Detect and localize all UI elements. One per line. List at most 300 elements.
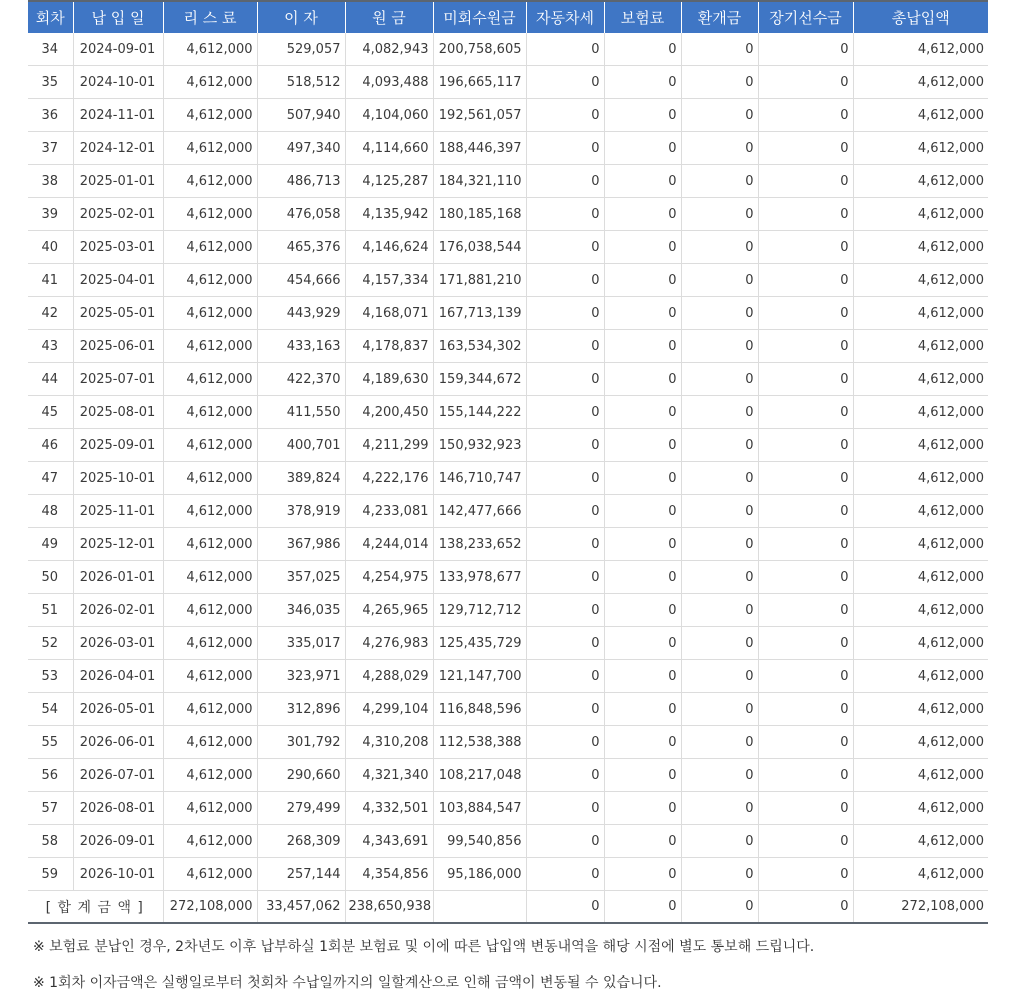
- cell-total-payment: 4,612,000: [853, 858, 988, 891]
- cell-insurance: 0: [604, 132, 681, 165]
- cell-car-tax: 0: [526, 165, 604, 198]
- table-row: [28, 363, 988, 396]
- cell-insurance: 0: [604, 165, 681, 198]
- cell-long-term-advance: 0: [758, 495, 853, 528]
- cell-interest: 400,701: [257, 429, 345, 462]
- cell-long-term-advance: 0: [758, 858, 853, 891]
- total-principal: 238,650,938: [345, 891, 433, 924]
- header-exchange-fund: 환개금: [681, 1, 758, 33]
- cell-long-term-advance: 0: [758, 759, 853, 792]
- cell-insurance: 0: [604, 627, 681, 660]
- cell-car-tax: 0: [526, 198, 604, 231]
- table-row: [28, 726, 988, 759]
- cell-lease-fee: 4,612,000: [163, 495, 257, 528]
- header-interest: 이 자: [257, 1, 345, 33]
- cell-total-payment: 4,612,000: [853, 561, 988, 594]
- cell-total-payment: 4,612,000: [853, 297, 988, 330]
- cell-total-payment: 4,612,000: [853, 99, 988, 132]
- cell-payment-date: 2025-11-01: [73, 495, 163, 528]
- cell-total-payment: 4,612,000: [853, 198, 988, 231]
- table-row: [28, 594, 988, 627]
- cell-lease-fee: 4,612,000: [163, 264, 257, 297]
- table-row: [28, 528, 988, 561]
- cell-lease-fee: 4,612,000: [163, 594, 257, 627]
- cell-round: 40: [28, 231, 73, 264]
- cell-long-term-advance: 0: [758, 429, 853, 462]
- cell-interest: 357,025: [257, 561, 345, 594]
- cell-total-payment: 4,612,000: [853, 132, 988, 165]
- cell-outstanding-principal: 95,186,000: [433, 858, 526, 891]
- cell-car-tax: 0: [526, 627, 604, 660]
- header-total-payment: 총납입액: [853, 1, 988, 33]
- cell-payment-date: 2025-07-01: [73, 363, 163, 396]
- cell-round: 41: [28, 264, 73, 297]
- cell-interest: 378,919: [257, 495, 345, 528]
- interest-note: ※ 1회차 이자금액은 실행일로부터 첫회차 수납일까지의 일할계산으로 인해 금액이 변동될 수 있습니다.: [33, 975, 662, 991]
- cell-long-term-advance: 0: [758, 561, 853, 594]
- cell-insurance: 0: [604, 231, 681, 264]
- cell-long-term-advance: 0: [758, 165, 853, 198]
- cell-car-tax: 0: [526, 726, 604, 759]
- cell-outstanding-principal: 188,446,397: [433, 132, 526, 165]
- cell-car-tax: 0: [526, 33, 604, 66]
- cell-principal: 4,114,660: [345, 132, 433, 165]
- cell-total-payment: 4,612,000: [853, 231, 988, 264]
- cell-insurance: 0: [604, 792, 681, 825]
- total-car-tax: 0: [526, 891, 604, 924]
- cell-insurance: 0: [604, 198, 681, 231]
- cell-interest: 486,713: [257, 165, 345, 198]
- cell-long-term-advance: 0: [758, 462, 853, 495]
- cell-exchange-fund: 0: [681, 99, 758, 132]
- cell-total-payment: 4,612,000: [853, 330, 988, 363]
- cell-round: 43: [28, 330, 73, 363]
- cell-round: 34: [28, 33, 73, 66]
- cell-total-payment: 4,612,000: [853, 693, 988, 726]
- cell-total-payment: 4,612,000: [853, 495, 988, 528]
- cell-lease-fee: 4,612,000: [163, 858, 257, 891]
- lease-payment-schedule-table: [28, 0, 988, 924]
- cell-car-tax: 0: [526, 231, 604, 264]
- cell-exchange-fund: 0: [681, 693, 758, 726]
- cell-insurance: 0: [604, 759, 681, 792]
- cell-interest: 279,499: [257, 792, 345, 825]
- cell-total-payment: 4,612,000: [853, 627, 988, 660]
- cell-exchange-fund: 0: [681, 528, 758, 561]
- cell-principal: 4,157,334: [345, 264, 433, 297]
- cell-lease-fee: 4,612,000: [163, 627, 257, 660]
- cell-car-tax: 0: [526, 594, 604, 627]
- cell-long-term-advance: 0: [758, 693, 853, 726]
- table-row: [28, 330, 988, 363]
- cell-car-tax: 0: [526, 363, 604, 396]
- cell-exchange-fund: 0: [681, 792, 758, 825]
- cell-car-tax: 0: [526, 561, 604, 594]
- cell-car-tax: 0: [526, 66, 604, 99]
- cell-payment-date: 2025-06-01: [73, 330, 163, 363]
- table-row: [28, 462, 988, 495]
- cell-long-term-advance: 0: [758, 363, 853, 396]
- cell-principal: 4,146,624: [345, 231, 433, 264]
- cell-long-term-advance: 0: [758, 396, 853, 429]
- cell-round: 58: [28, 825, 73, 858]
- cell-exchange-fund: 0: [681, 726, 758, 759]
- cell-car-tax: 0: [526, 99, 604, 132]
- cell-principal: 4,244,014: [345, 528, 433, 561]
- cell-round: 48: [28, 495, 73, 528]
- cell-principal: 4,189,630: [345, 363, 433, 396]
- cell-car-tax: 0: [526, 825, 604, 858]
- cell-lease-fee: 4,612,000: [163, 330, 257, 363]
- cell-interest: 433,163: [257, 330, 345, 363]
- cell-total-payment: 4,612,000: [853, 792, 988, 825]
- cell-lease-fee: 4,612,000: [163, 759, 257, 792]
- cell-outstanding-principal: 200,758,605: [433, 33, 526, 66]
- total-lease-fee: 272,108,000: [163, 891, 257, 924]
- table-row: [28, 198, 988, 231]
- cell-round: 55: [28, 726, 73, 759]
- cell-interest: 268,309: [257, 825, 345, 858]
- cell-principal: 4,135,942: [345, 198, 433, 231]
- cell-insurance: 0: [604, 495, 681, 528]
- cell-round: 57: [28, 792, 73, 825]
- cell-insurance: 0: [604, 429, 681, 462]
- cell-car-tax: 0: [526, 396, 604, 429]
- table-row: [28, 495, 988, 528]
- cell-payment-date: 2026-08-01: [73, 792, 163, 825]
- table-row: [28, 693, 988, 726]
- cell-interest: 367,986: [257, 528, 345, 561]
- cell-exchange-fund: 0: [681, 858, 758, 891]
- cell-principal: 4,332,501: [345, 792, 433, 825]
- cell-car-tax: 0: [526, 297, 604, 330]
- cell-round: 36: [28, 99, 73, 132]
- table-row: [28, 33, 988, 66]
- cell-round: 53: [28, 660, 73, 693]
- insurance-note: ※ 보험료 분납인 경우, 2차년도 이후 납부하실 1회분 보험료 및 이에 따른 납입액 변동내역을 해당 시점에 별도 통보해 드립니다.: [33, 939, 815, 955]
- cell-payment-date: 2025-10-01: [73, 462, 163, 495]
- cell-exchange-fund: 0: [681, 363, 758, 396]
- cell-total-payment: 4,612,000: [853, 396, 988, 429]
- cell-car-tax: 0: [526, 528, 604, 561]
- cell-outstanding-principal: 176,038,544: [433, 231, 526, 264]
- cell-insurance: 0: [604, 462, 681, 495]
- cell-payment-date: 2026-07-01: [73, 759, 163, 792]
- cell-car-tax: 0: [526, 660, 604, 693]
- table-row: [28, 792, 988, 825]
- cell-total-payment: 4,612,000: [853, 594, 988, 627]
- cell-long-term-advance: 0: [758, 594, 853, 627]
- cell-lease-fee: 4,612,000: [163, 198, 257, 231]
- cell-principal: 4,093,488: [345, 66, 433, 99]
- cell-principal: 4,310,208: [345, 726, 433, 759]
- cell-long-term-advance: 0: [758, 132, 853, 165]
- table-row: [28, 66, 988, 99]
- cell-insurance: 0: [604, 396, 681, 429]
- cell-total-payment: 4,612,000: [853, 528, 988, 561]
- cell-outstanding-principal: 192,561,057: [433, 99, 526, 132]
- cell-principal: 4,254,975: [345, 561, 433, 594]
- cell-principal: 4,321,340: [345, 759, 433, 792]
- cell-outstanding-principal: 150,932,923: [433, 429, 526, 462]
- cell-interest: 312,896: [257, 693, 345, 726]
- cell-principal: 4,288,029: [345, 660, 433, 693]
- cell-insurance: 0: [604, 330, 681, 363]
- cell-round: 44: [28, 363, 73, 396]
- cell-payment-date: 2026-09-01: [73, 825, 163, 858]
- cell-interest: 346,035: [257, 594, 345, 627]
- header-payment-date: 납 입 일: [73, 1, 163, 33]
- total-row: [28, 891, 988, 924]
- cell-outstanding-principal: 116,848,596: [433, 693, 526, 726]
- cell-interest: 301,792: [257, 726, 345, 759]
- table-header-row: [28, 1, 988, 33]
- cell-long-term-advance: 0: [758, 627, 853, 660]
- table-row: [28, 132, 988, 165]
- cell-lease-fee: 4,612,000: [163, 825, 257, 858]
- cell-round: 35: [28, 66, 73, 99]
- cell-car-tax: 0: [526, 330, 604, 363]
- cell-outstanding-principal: 129,712,712: [433, 594, 526, 627]
- cell-interest: 411,550: [257, 396, 345, 429]
- cell-payment-date: 2026-06-01: [73, 726, 163, 759]
- total-total-payment: 272,108,000: [853, 891, 988, 924]
- cell-interest: 507,940: [257, 99, 345, 132]
- cell-principal: 4,082,943: [345, 33, 433, 66]
- cell-outstanding-principal: 196,665,117: [433, 66, 526, 99]
- cell-insurance: 0: [604, 33, 681, 66]
- cell-principal: 4,125,287: [345, 165, 433, 198]
- cell-long-term-advance: 0: [758, 660, 853, 693]
- cell-total-payment: 4,612,000: [853, 429, 988, 462]
- cell-long-term-advance: 0: [758, 231, 853, 264]
- cell-lease-fee: 4,612,000: [163, 528, 257, 561]
- cell-outstanding-principal: 155,144,222: [433, 396, 526, 429]
- table-row: [28, 627, 988, 660]
- table-row: [28, 429, 988, 462]
- cell-round: 59: [28, 858, 73, 891]
- cell-interest: 454,666: [257, 264, 345, 297]
- cell-long-term-advance: 0: [758, 528, 853, 561]
- cell-lease-fee: 4,612,000: [163, 429, 257, 462]
- cell-total-payment: 4,612,000: [853, 264, 988, 297]
- cell-interest: 476,058: [257, 198, 345, 231]
- cell-payment-date: 2025-09-01: [73, 429, 163, 462]
- cell-payment-date: 2026-02-01: [73, 594, 163, 627]
- cell-interest: 443,929: [257, 297, 345, 330]
- header-outstanding-principal: 미회수원금: [433, 1, 526, 33]
- header-lease-fee: 리 스 료: [163, 1, 257, 33]
- cell-round: 50: [28, 561, 73, 594]
- cell-principal: 4,354,856: [345, 858, 433, 891]
- cell-principal: 4,299,104: [345, 693, 433, 726]
- cell-principal: 4,343,691: [345, 825, 433, 858]
- cell-outstanding-principal: 112,538,388: [433, 726, 526, 759]
- cell-insurance: 0: [604, 528, 681, 561]
- cell-payment-date: 2025-01-01: [73, 165, 163, 198]
- cell-payment-date: 2025-05-01: [73, 297, 163, 330]
- header-principal: 원 금: [345, 1, 433, 33]
- cell-principal: 4,200,450: [345, 396, 433, 429]
- cell-round: 39: [28, 198, 73, 231]
- cell-total-payment: 4,612,000: [853, 462, 988, 495]
- cell-payment-date: 2025-08-01: [73, 396, 163, 429]
- cell-long-term-advance: 0: [758, 825, 853, 858]
- cell-principal: 4,178,837: [345, 330, 433, 363]
- header-insurance: 보험료: [604, 1, 681, 33]
- cell-total-payment: 4,612,000: [853, 33, 988, 66]
- cell-car-tax: 0: [526, 693, 604, 726]
- cell-payment-date: 2026-03-01: [73, 627, 163, 660]
- cell-lease-fee: 4,612,000: [163, 660, 257, 693]
- cell-payment-date: 2026-10-01: [73, 858, 163, 891]
- cell-round: 42: [28, 297, 73, 330]
- table-row: [28, 99, 988, 132]
- cell-total-payment: 4,612,000: [853, 660, 988, 693]
- cell-payment-date: 2025-03-01: [73, 231, 163, 264]
- cell-exchange-fund: 0: [681, 561, 758, 594]
- cell-car-tax: 0: [526, 495, 604, 528]
- cell-interest: 290,660: [257, 759, 345, 792]
- table-row: [28, 825, 988, 858]
- cell-interest: 529,057: [257, 33, 345, 66]
- cell-car-tax: 0: [526, 462, 604, 495]
- cell-insurance: 0: [604, 297, 681, 330]
- cell-round: 46: [28, 429, 73, 462]
- cell-long-term-advance: 0: [758, 66, 853, 99]
- cell-interest: 335,017: [257, 627, 345, 660]
- header-car-tax: 자동차세: [526, 1, 604, 33]
- cell-outstanding-principal: 121,147,700: [433, 660, 526, 693]
- cell-payment-date: 2026-01-01: [73, 561, 163, 594]
- cell-lease-fee: 4,612,000: [163, 66, 257, 99]
- cell-insurance: 0: [604, 66, 681, 99]
- cell-outstanding-principal: 184,321,110: [433, 165, 526, 198]
- cell-round: 37: [28, 132, 73, 165]
- cell-lease-fee: 4,612,000: [163, 231, 257, 264]
- cell-round: 38: [28, 165, 73, 198]
- cell-outstanding-principal: 133,978,677: [433, 561, 526, 594]
- cell-outstanding-principal: 171,881,210: [433, 264, 526, 297]
- table-row: [28, 858, 988, 891]
- cell-exchange-fund: 0: [681, 264, 758, 297]
- header-round: 회차: [28, 1, 73, 33]
- cell-long-term-advance: 0: [758, 99, 853, 132]
- cell-round: 52: [28, 627, 73, 660]
- table-row: [28, 231, 988, 264]
- cell-payment-date: 2024-11-01: [73, 99, 163, 132]
- total-long-term-advance: 0: [758, 891, 853, 924]
- table-row: [28, 759, 988, 792]
- cell-payment-date: 2024-10-01: [73, 66, 163, 99]
- cell-car-tax: 0: [526, 132, 604, 165]
- cell-insurance: 0: [604, 561, 681, 594]
- table-row: [28, 264, 988, 297]
- total-interest: 33,457,062: [257, 891, 345, 924]
- cell-principal: 4,265,965: [345, 594, 433, 627]
- cell-exchange-fund: 0: [681, 627, 758, 660]
- cell-insurance: 0: [604, 693, 681, 726]
- cell-payment-date: 2026-04-01: [73, 660, 163, 693]
- cell-round: 45: [28, 396, 73, 429]
- cell-lease-fee: 4,612,000: [163, 693, 257, 726]
- cell-long-term-advance: 0: [758, 33, 853, 66]
- cell-total-payment: 4,612,000: [853, 825, 988, 858]
- cell-lease-fee: 4,612,000: [163, 396, 257, 429]
- cell-principal: 4,168,071: [345, 297, 433, 330]
- cell-outstanding-principal: 163,534,302: [433, 330, 526, 363]
- cell-round: 54: [28, 693, 73, 726]
- cell-long-term-advance: 0: [758, 264, 853, 297]
- cell-payment-date: 2025-02-01: [73, 198, 163, 231]
- cell-long-term-advance: 0: [758, 198, 853, 231]
- cell-total-payment: 4,612,000: [853, 165, 988, 198]
- cell-lease-fee: 4,612,000: [163, 726, 257, 759]
- cell-long-term-advance: 0: [758, 297, 853, 330]
- cell-lease-fee: 4,612,000: [163, 33, 257, 66]
- cell-exchange-fund: 0: [681, 495, 758, 528]
- cell-exchange-fund: 0: [681, 132, 758, 165]
- cell-outstanding-principal: 99,540,856: [433, 825, 526, 858]
- cell-exchange-fund: 0: [681, 825, 758, 858]
- cell-car-tax: 0: [526, 858, 604, 891]
- cell-lease-fee: 4,612,000: [163, 462, 257, 495]
- cell-lease-fee: 4,612,000: [163, 297, 257, 330]
- cell-interest: 389,824: [257, 462, 345, 495]
- cell-lease-fee: 4,612,000: [163, 165, 257, 198]
- cell-payment-date: 2025-04-01: [73, 264, 163, 297]
- total-label: [ 합 계 금 액 ]: [28, 891, 163, 924]
- cell-payment-date: 2024-09-01: [73, 33, 163, 66]
- cell-insurance: 0: [604, 858, 681, 891]
- cell-principal: 4,104,060: [345, 99, 433, 132]
- cell-outstanding-principal: 103,884,547: [433, 792, 526, 825]
- cell-insurance: 0: [604, 660, 681, 693]
- cell-payment-date: 2025-12-01: [73, 528, 163, 561]
- cell-outstanding-principal: 142,477,666: [433, 495, 526, 528]
- header-long-term-advance: 장기선수금: [758, 1, 853, 33]
- table-row: [28, 165, 988, 198]
- cell-insurance: 0: [604, 363, 681, 396]
- cell-principal: 4,211,299: [345, 429, 433, 462]
- cell-exchange-fund: 0: [681, 231, 758, 264]
- cell-insurance: 0: [604, 594, 681, 627]
- cell-total-payment: 4,612,000: [853, 363, 988, 396]
- cell-outstanding-principal: 180,185,168: [433, 198, 526, 231]
- cell-outstanding-principal: 146,710,747: [433, 462, 526, 495]
- cell-outstanding-principal: 138,233,652: [433, 528, 526, 561]
- cell-exchange-fund: 0: [681, 33, 758, 66]
- cell-interest: 422,370: [257, 363, 345, 396]
- cell-exchange-fund: 0: [681, 297, 758, 330]
- cell-round: 56: [28, 759, 73, 792]
- cell-exchange-fund: 0: [681, 594, 758, 627]
- cell-payment-date: 2026-05-01: [73, 693, 163, 726]
- cell-outstanding-principal: 108,217,048: [433, 759, 526, 792]
- cell-lease-fee: 4,612,000: [163, 99, 257, 132]
- cell-lease-fee: 4,612,000: [163, 132, 257, 165]
- cell-round: 47: [28, 462, 73, 495]
- cell-lease-fee: 4,612,000: [163, 363, 257, 396]
- cell-long-term-advance: 0: [758, 726, 853, 759]
- cell-payment-date: 2024-12-01: [73, 132, 163, 165]
- cell-long-term-advance: 0: [758, 792, 853, 825]
- table-row: [28, 297, 988, 330]
- cell-car-tax: 0: [526, 264, 604, 297]
- cell-exchange-fund: 0: [681, 198, 758, 231]
- table-row: [28, 396, 988, 429]
- cell-total-payment: 4,612,000: [853, 66, 988, 99]
